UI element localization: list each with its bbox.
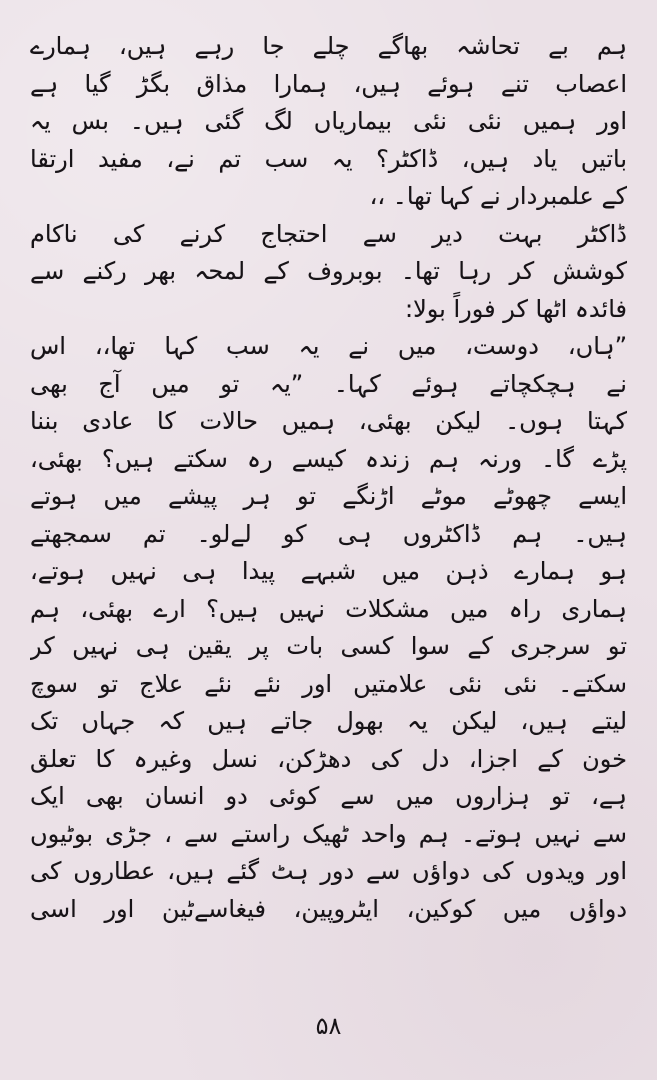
text-line: خون کے اجزا، دل کی دھڑکن، نسل وغیرہ کا تعلق <box>30 744 627 773</box>
text-line: سکتے۔ نئی نئی علامتیں اور نئے نئے علاج تو سوچ <box>30 669 627 698</box>
text-line: اور ویدوں کی دواؤں سے دور ہٹ گئے ہیں، عطاروں کی <box>30 857 627 885</box>
text-line: پڑے گا۔ ورنہ ہم زندہ کیسے رہ سکتے ہیں؟ بھئی، <box>30 444 627 473</box>
page-number: ۵۸ <box>315 1012 342 1040</box>
text-line: ہے، تو ہزاروں میں سے کوئی دو انسان بھی ایک <box>30 782 627 810</box>
text-line: سے نہیں ہوتے۔ ہم واحد ٹھیک راستے سے ، جڑی بوٹیوں <box>30 819 627 848</box>
text-line: کہتا ہوں۔ لیکن بھئی، ہمیں حالات کا عادی بننا <box>30 407 627 435</box>
text-line: ہیں۔ ہم ڈاکٹروں ہی کو لےلو۔ تم سمجھتے <box>30 519 627 548</box>
page-body-text <box>30 28 627 928</box>
text-line: کے علمبردار نے کہا تھا۔ ،، <box>369 182 627 210</box>
text-line: کوشش کر رہا تھا۔ بوبروف کے لمحہ بھر رکنے سے <box>30 257 627 285</box>
text-line: لیتے ہیں، لیکن یہ بھول جاتے ہیں کہ جہاں تک <box>30 707 627 735</box>
text-line: ”ہاں، دوست، میں نے یہ سب کہا تھا،، اس <box>30 332 627 360</box>
text-line: باتیں یاد ہیں، ڈاکٹر؟ یہ سب تم نے، مفید ارتقا <box>30 144 627 173</box>
text-line: ہم بے تحاشہ بھاگے چلے جا رہے ہیں، ہمارے <box>30 32 627 60</box>
text-line: فائدہ اٹھا کر فوراً بولا: <box>404 294 627 323</box>
text-line: ہماری راہ میں مشکلات نہیں ہیں؟ ارے بھئی، ہم <box>30 594 627 623</box>
text-line: ہو ہمارے ذہن میں شبہے پیدا ہی نہیں ہوتے، <box>30 557 627 585</box>
text-line: تو سرجری کے سوا کسی بات پر یقین ہی نہیں کر <box>30 632 627 660</box>
text-line: ڈاکٹر بہت دیر سے احتجاج کرنے کی ناکام <box>30 219 627 248</box>
text-line: اور ہمیں نئی نئی بیماریاں لگ گئی ہیں۔ بس یہ <box>30 107 627 135</box>
text-line: ایسے چھوٹے موٹے اڑنگے تو ہر پیشے میں ہوتے <box>30 482 627 510</box>
text-line: دواؤں میں کوکین، ایٹروپین، فیغاسےٹین اور اسی <box>30 894 627 923</box>
text-line: نے ہچکچاتے ہوئے کہا۔ ”یہ تو میں آج بھی <box>30 369 627 398</box>
text-line: اعصاب تنے ہوئے ہیں، ہمارا مذاق بگڑ گیا ہے <box>30 69 627 98</box>
